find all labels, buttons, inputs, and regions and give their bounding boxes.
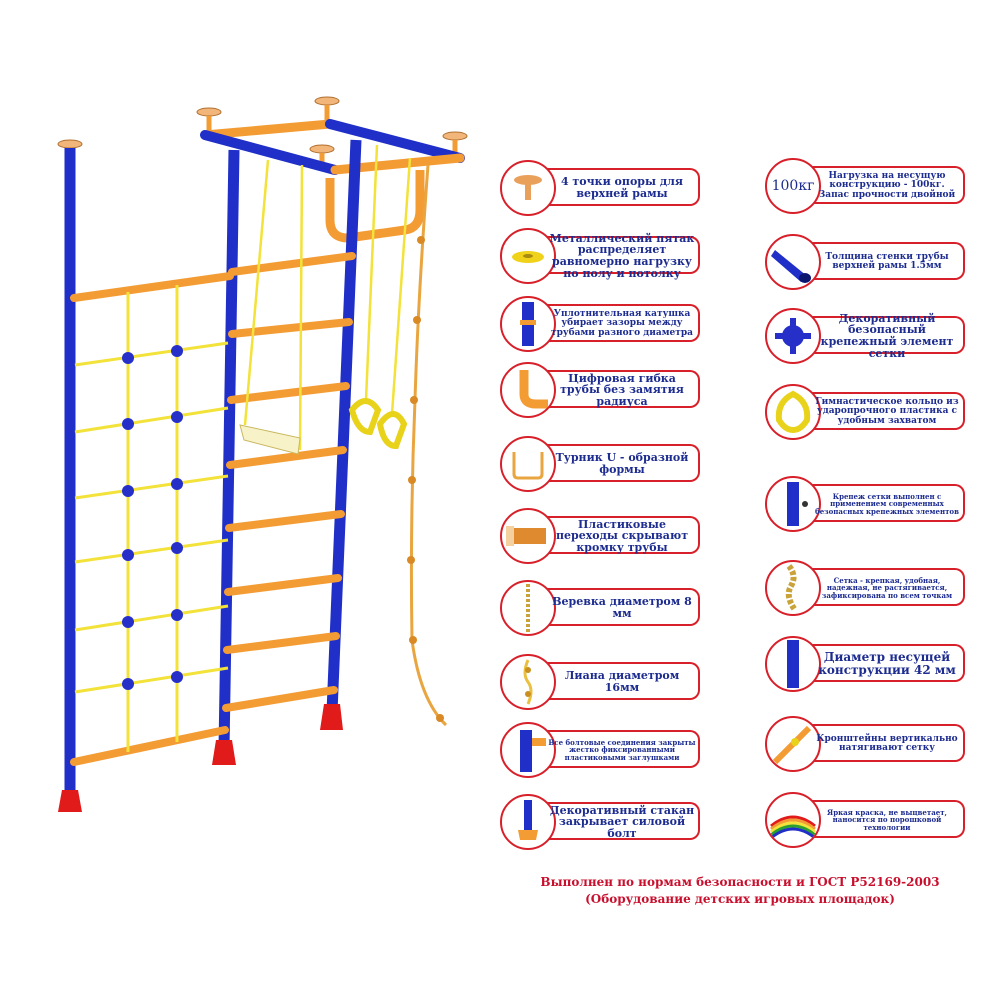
feature-label: Уплотнительная катушка убирает зазоры между трубами разного диаметра: [551, 308, 693, 338]
feature-label: Яркая краска, не выцветает, наносится по порошковой технологии: [827, 807, 947, 832]
feature-support-points: [500, 160, 700, 218]
swing: [240, 160, 302, 454]
feature-label: Цифровая гибка трубы без замятия радиуса: [560, 371, 684, 408]
feature-label: Гимнастическое кольцо из ударопрочного пластика с удобным захватом: [815, 396, 959, 426]
feature-label: Толщина стенки трубы верхней рамы 1.5мм: [825, 251, 949, 271]
right-pole: [320, 140, 356, 730]
feature-load-100kg: [765, 158, 965, 216]
feature-label: Турник U - образной формы: [555, 451, 689, 476]
feature-bolt-caps: [500, 722, 700, 780]
top-frame: [205, 105, 460, 238]
feature-gym-ring: [765, 384, 965, 442]
feature-pipe-bend: [500, 362, 700, 420]
feature-plastic-transition: [500, 508, 700, 566]
net-fasteners: [122, 345, 183, 690]
feature-decor-cup: [500, 794, 700, 852]
feature-label: Пластиковые переходы скрывают кромку трубы: [555, 517, 689, 554]
feature-label: Крепеж сетки выполнен с применением современных безопасных крепежных элементов: [815, 491, 959, 516]
feature-label: Веревка диаметром 8 мм: [552, 595, 692, 620]
feature-rainbow-paint: [765, 792, 965, 850]
middle-pole: [212, 150, 236, 765]
feature-label: Лиана диаметром 16мм: [564, 669, 680, 694]
gymnastic-rings: [352, 145, 410, 446]
feature-liana: [500, 654, 700, 712]
climbing-rope: [407, 165, 446, 725]
climbing-net: [75, 285, 228, 752]
feature-bracket: [765, 716, 965, 774]
feature-net-rope: [765, 560, 965, 618]
left-pole: [58, 148, 82, 812]
feature-rope: [500, 580, 700, 638]
feature-label: Диаметр несущей конструкции 42 мм: [818, 650, 956, 677]
feature-label: Декоративный безопасный крепежный элемент сетки: [820, 311, 954, 360]
feature-label: Декоративный стакан закрывает силовой болт: [549, 803, 695, 840]
feature-u-bar: [500, 436, 700, 494]
footer-line-2: (Оборудование детских игровых площадок): [585, 891, 895, 906]
feature-label: Сетка - крепкая, удобная, надежная, не растягивается, зафиксирована по всем точкам: [821, 575, 953, 600]
feature-label: Нагрузка на несущую конструкцию - 100кг. Запас прочности двойной: [818, 170, 956, 200]
load-value-text: 100кг: [771, 178, 815, 194]
feature-sealing-coil: [500, 296, 700, 354]
feature-tube-wall: [765, 234, 965, 292]
feature-net-mount: [765, 476, 965, 534]
feature-label: Все болтовые соединения закрыты жестко фиксированными пластиковыми заглушками: [548, 737, 696, 762]
footer-line-1: Выполнен по нормам безопасности и ГОСТ Р52169-2003: [540, 875, 940, 889]
feature-label: Металлический пятак распределяет равномерно нагрузку по полу и потолку: [549, 231, 695, 280]
feature-net-fastener: [765, 308, 965, 366]
feature-metal-heel: [500, 228, 700, 286]
standards-footer: [530, 874, 950, 908]
feature-label: 4 точки опоры для верхней рамы: [560, 175, 684, 200]
feature-main-pipe: [765, 636, 965, 694]
sports-complex-illustration: [0, 0, 480, 1000]
feature-label: Кронштейны вертикально натягивают сетку: [816, 733, 958, 753]
wall-bars: [226, 256, 352, 708]
